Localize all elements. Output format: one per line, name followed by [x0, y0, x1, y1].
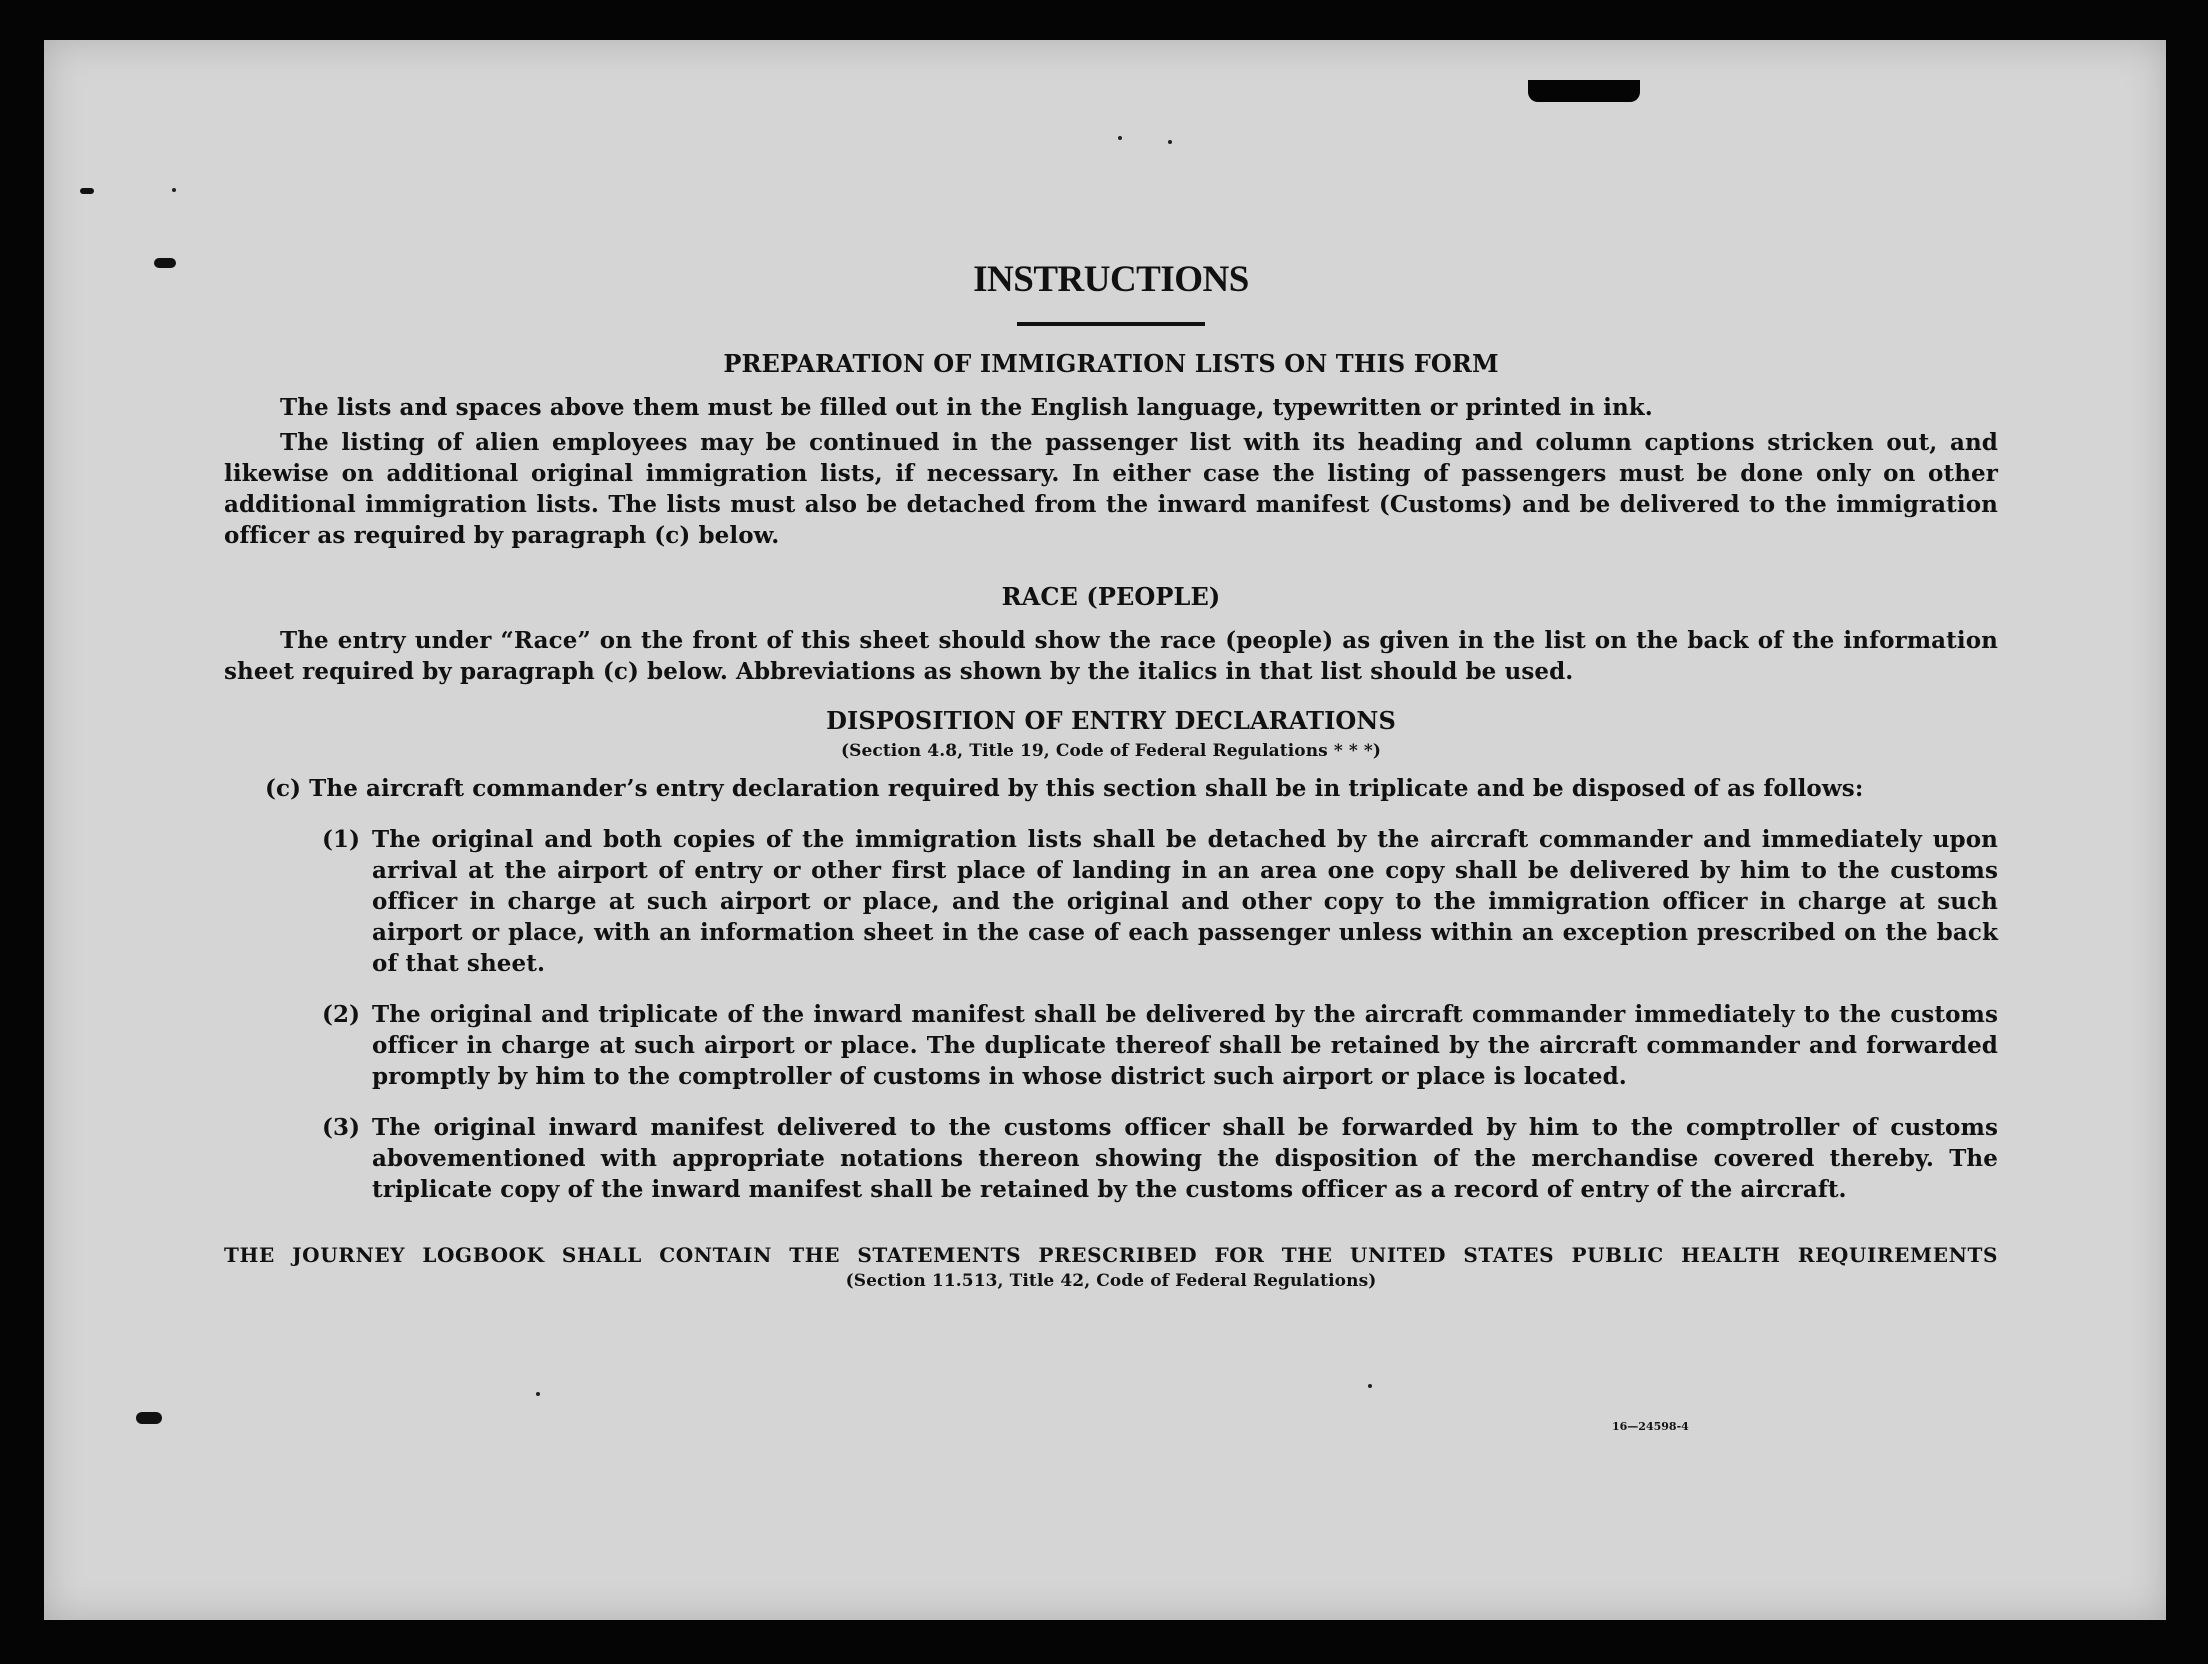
speck: [536, 1392, 540, 1396]
item-text: The original and both copies of the immigration lists shall be detached by the aircraft commander and immediately upon arrival at the airport of entry or other first place of landing in an area one copy shall be delivered by him to the customs officer in charge at such airport or place, and the original and other copy to the immigration officer in charge at such airport or place, with an information sheet in the case of each passenger unless within an exception prescribed on the back of that sheet.: [372, 826, 1998, 977]
title-rule: [1017, 322, 1205, 326]
speck: [1368, 1384, 1372, 1388]
heading-disposition: DISPOSITION OF ENTRY DECLARATIONS: [826, 706, 1396, 735]
item-text: The original and triplicate of the inward manifest shall be delivered by the aircraft commander immediately to the customs officer in charge at such airport or place. The duplicate thereof shall be retained by the aircraft commander and forwarded promptly by him to the comptroller of customs in whose district such airport or place is located.: [372, 1001, 1998, 1090]
document-sheet: [44, 40, 2166, 1620]
footer-citation: (Section 11.513, Title 42, Code of Federal Regulations): [845, 1271, 1377, 1291]
footer-statement: THE JOURNEY LOGBOOK SHALL CONTAIN THE STATEMENTS PRESCRIBED FOR THE UNITED STATES PUBLIC HEALTH REQUIREMENTS: [224, 1243, 1998, 1267]
disposition-citation: (Section 4.8, Title 19, Code of Federal Regulations * * *): [840, 741, 1382, 761]
instructions-content: [224, 258, 1998, 1293]
heading-preparation: PREPARATION OF IMMIGRATION LISTS ON THIS FORM: [723, 349, 1499, 378]
form-number: 16—24598-4: [1612, 1420, 1689, 1433]
race-paragraph: The entry under “Race” on the front of this sheet should show the race (people) as given in the list on the back of the information sheet required by paragraph (c) below. Abbreviations as shown by the italics in that list should be used.: [224, 627, 1998, 685]
list-item: [322, 1112, 1998, 1205]
preparation-paragraph-1: The lists and spaces above them must be filled out in the English language, typewritten or printed in ink.: [280, 394, 1653, 421]
speck: [172, 188, 176, 192]
torn-edge: [1528, 80, 1640, 102]
paragraph-c: (c) The aircraft commander’s entry declaration required by this section shall be in triplicate and be disposed of as follows:: [265, 775, 1864, 802]
punch-mark: [154, 258, 176, 268]
preparation-paragraph-2: The listing of alien employees may be continued in the passenger list with its heading and column captions stricken out, and likewise on additional original immigration lists, if necessary. In either case the listing of passengers must be done only on other additional immigration lists. The lists must also be detached from the inward manifest (Customs) and be delivered to the immigration officer as required by paragraph (c) below.: [224, 429, 1998, 549]
speck: [1168, 140, 1172, 144]
punch-mark: [80, 188, 94, 194]
item-number: (3): [322, 1114, 361, 1141]
heading-race: RACE (PEOPLE): [1001, 582, 1221, 611]
speck: [1118, 136, 1122, 140]
list-item: [322, 824, 1998, 979]
punch-mark: [136, 1412, 162, 1424]
item-number: (1): [322, 826, 361, 853]
item-number: (2): [322, 1001, 361, 1028]
list-item: [322, 999, 1998, 1092]
page-title: INSTRUCTIONS: [973, 259, 1249, 300]
item-text: The original inward manifest delivered to the customs officer shall be forwarded by him to the comptroller of customs abovementioned with appropriate notations thereon showing the disposition of the merchandise covered thereby. The triplicate copy of the inward manifest shall be retained by the customs officer as a record of entry of the aircraft.: [372, 1114, 1998, 1203]
